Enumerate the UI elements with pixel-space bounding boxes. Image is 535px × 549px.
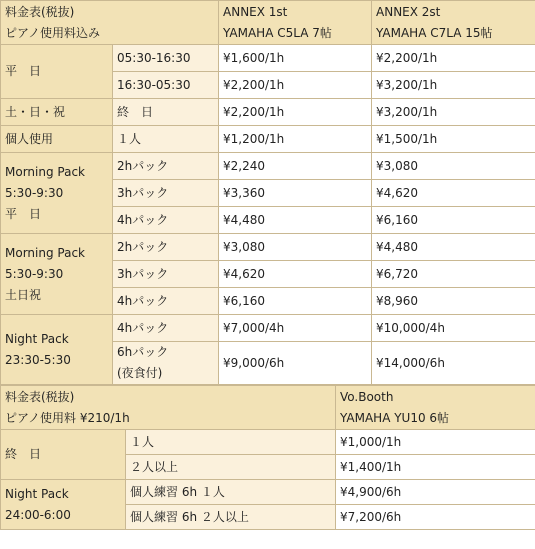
header-title-line: ピアノ使用料 ¥210/1h <box>5 410 130 425</box>
row-label <box>113 72 219 99</box>
header-vo-booth-line: YAMAHA YU10 6帖 <box>340 410 450 425</box>
table-row <box>1 480 535 505</box>
group-label-line: 終 日 <box>5 447 42 461</box>
row-label-line: １人 <box>117 131 142 146</box>
header-title <box>1 1 219 45</box>
row-label <box>113 153 219 180</box>
row-label <box>126 480 336 505</box>
price-annex-2st: ¥14,000/6h <box>372 342 535 385</box>
row-label-line: 3hパック <box>117 266 169 281</box>
group-label-line: 23:30-5:30 <box>5 352 71 367</box>
price-annex-1st: ¥3,080 <box>219 234 372 261</box>
group-label-line: 平 日 <box>5 206 42 221</box>
header-annex-2st <box>372 1 535 45</box>
price-annex-1st: ¥2,200/1h <box>219 72 372 99</box>
row-label-line: 3hパック <box>117 185 169 200</box>
group-label-line: 5:30-9:30 <box>5 266 64 281</box>
price-annex-1st: ¥6,160 <box>219 288 372 315</box>
price-vo-booth: ¥1,000/1h <box>336 430 535 455</box>
header-annex-1st <box>219 1 372 45</box>
group-label-line: Night Pack <box>5 486 69 501</box>
table-row <box>1 126 535 153</box>
group-label <box>1 45 113 99</box>
price-annex-2st: ¥3,200/1h <box>372 99 535 126</box>
row-label-line: 個人練習 6h ２人以上 <box>130 509 249 524</box>
row-label <box>126 505 336 530</box>
header-annex-2st-line: YAMAHA C7LA 15帖 <box>376 25 493 40</box>
group-label-line: Morning Pack <box>5 245 85 260</box>
row-label-line: ２人以上 <box>130 459 179 474</box>
table-row <box>1 234 535 261</box>
price-annex-1st: ¥7,000/4h <box>219 315 372 342</box>
header-title-line: 料金表(税抜) <box>5 4 75 19</box>
row-label <box>113 45 219 72</box>
group-label-line: 土・日・祝 <box>5 104 66 119</box>
group-label <box>1 430 126 480</box>
header-title <box>1 386 336 430</box>
row-label <box>113 99 219 126</box>
price-annex-2st: ¥8,960 <box>372 288 535 315</box>
price-annex-2st: ¥3,200/1h <box>372 72 535 99</box>
group-label-line: 土日祝 <box>5 287 42 302</box>
header-title-line: ピアノ使用料込み <box>5 25 101 40</box>
table-row <box>1 99 535 126</box>
row-label-line: 16:30-05:30 <box>117 77 191 92</box>
row-label-line: 05:30-16:30 <box>117 50 191 65</box>
price-annex-2st: ¥3,080 <box>372 153 535 180</box>
price-annex-1st: ¥2,240 <box>219 153 372 180</box>
price-table-vo-booth <box>0 385 535 530</box>
header-row <box>1 386 535 430</box>
group-label-line: Night Pack <box>5 331 69 346</box>
group-label <box>1 234 113 315</box>
price-vo-booth: ¥7,200/6h <box>336 505 535 530</box>
group-label-line: Morning Pack <box>5 164 85 179</box>
price-annex-2st: ¥6,160 <box>372 207 535 234</box>
group-label-line: 個人使用 <box>5 131 54 146</box>
row-label-line: 4hパック <box>117 320 169 335</box>
price-vo-booth: ¥4,900/6h <box>336 480 535 505</box>
row-label-line: １人 <box>130 434 155 449</box>
header-row <box>1 1 535 45</box>
header-vo-booth-line: Vo.Booth <box>340 389 394 404</box>
row-label <box>113 234 219 261</box>
row-label-line: (夜食付) <box>117 366 163 380</box>
price-vo-booth: ¥1,400/1h <box>336 455 535 480</box>
row-label-line: 終 日 <box>117 104 154 119</box>
row-label-line: 4hパック <box>117 212 169 227</box>
price-annex-2st: ¥2,200/1h <box>372 45 535 72</box>
price-annex-2st: ¥1,500/1h <box>372 126 535 153</box>
price-annex-2st: ¥10,000/4h <box>372 315 535 342</box>
header-annex-1st-line: ANNEX 1st <box>223 4 288 19</box>
group-label-line: 24:00-6:00 <box>5 507 71 522</box>
price-annex-1st: ¥3,360 <box>219 180 372 207</box>
price-annex-2st: ¥4,620 <box>372 180 535 207</box>
header-annex-1st-line: YAMAHA C5LA 7帖 <box>223 25 332 40</box>
group-label <box>1 153 113 234</box>
header-title-line: 料金表(税抜) <box>5 389 75 404</box>
price-annex-1st: ¥9,000/6h <box>219 342 372 385</box>
row-label-line: 2hパック <box>117 239 169 254</box>
price-annex-2st: ¥4,480 <box>372 234 535 261</box>
row-label <box>113 126 219 153</box>
price-annex-2st: ¥6,720 <box>372 261 535 288</box>
price-annex-1st: ¥4,620 <box>219 261 372 288</box>
price-annex-1st: ¥2,200/1h <box>219 99 372 126</box>
header-vo-booth <box>336 386 535 430</box>
price-annex-1st: ¥1,200/1h <box>219 126 372 153</box>
group-label <box>1 315 113 385</box>
row-label-line: 6hパック <box>117 345 169 359</box>
price-annex-1st: ¥4,480 <box>219 207 372 234</box>
table-row <box>1 315 535 342</box>
table-row <box>1 430 535 455</box>
group-label <box>1 480 126 530</box>
group-label <box>1 99 113 126</box>
price-annex-1st: ¥1,600/1h <box>219 45 372 72</box>
row-label <box>113 342 219 385</box>
row-label-line: 個人練習 6h １人 <box>130 484 225 499</box>
row-label <box>113 207 219 234</box>
row-label <box>113 315 219 342</box>
row-label <box>126 455 336 480</box>
row-label <box>126 430 336 455</box>
group-label-line: 平 日 <box>5 64 42 78</box>
row-label-line: 2hパック <box>117 158 169 173</box>
group-label <box>1 126 113 153</box>
row-label-line: 4hパック <box>117 293 169 308</box>
table-row <box>1 45 535 72</box>
table-row <box>1 153 535 180</box>
header-annex-2st-line: ANNEX 2st <box>376 4 441 19</box>
group-label-line: 5:30-9:30 <box>5 185 64 200</box>
row-label <box>113 180 219 207</box>
row-label <box>113 288 219 315</box>
row-label <box>113 261 219 288</box>
